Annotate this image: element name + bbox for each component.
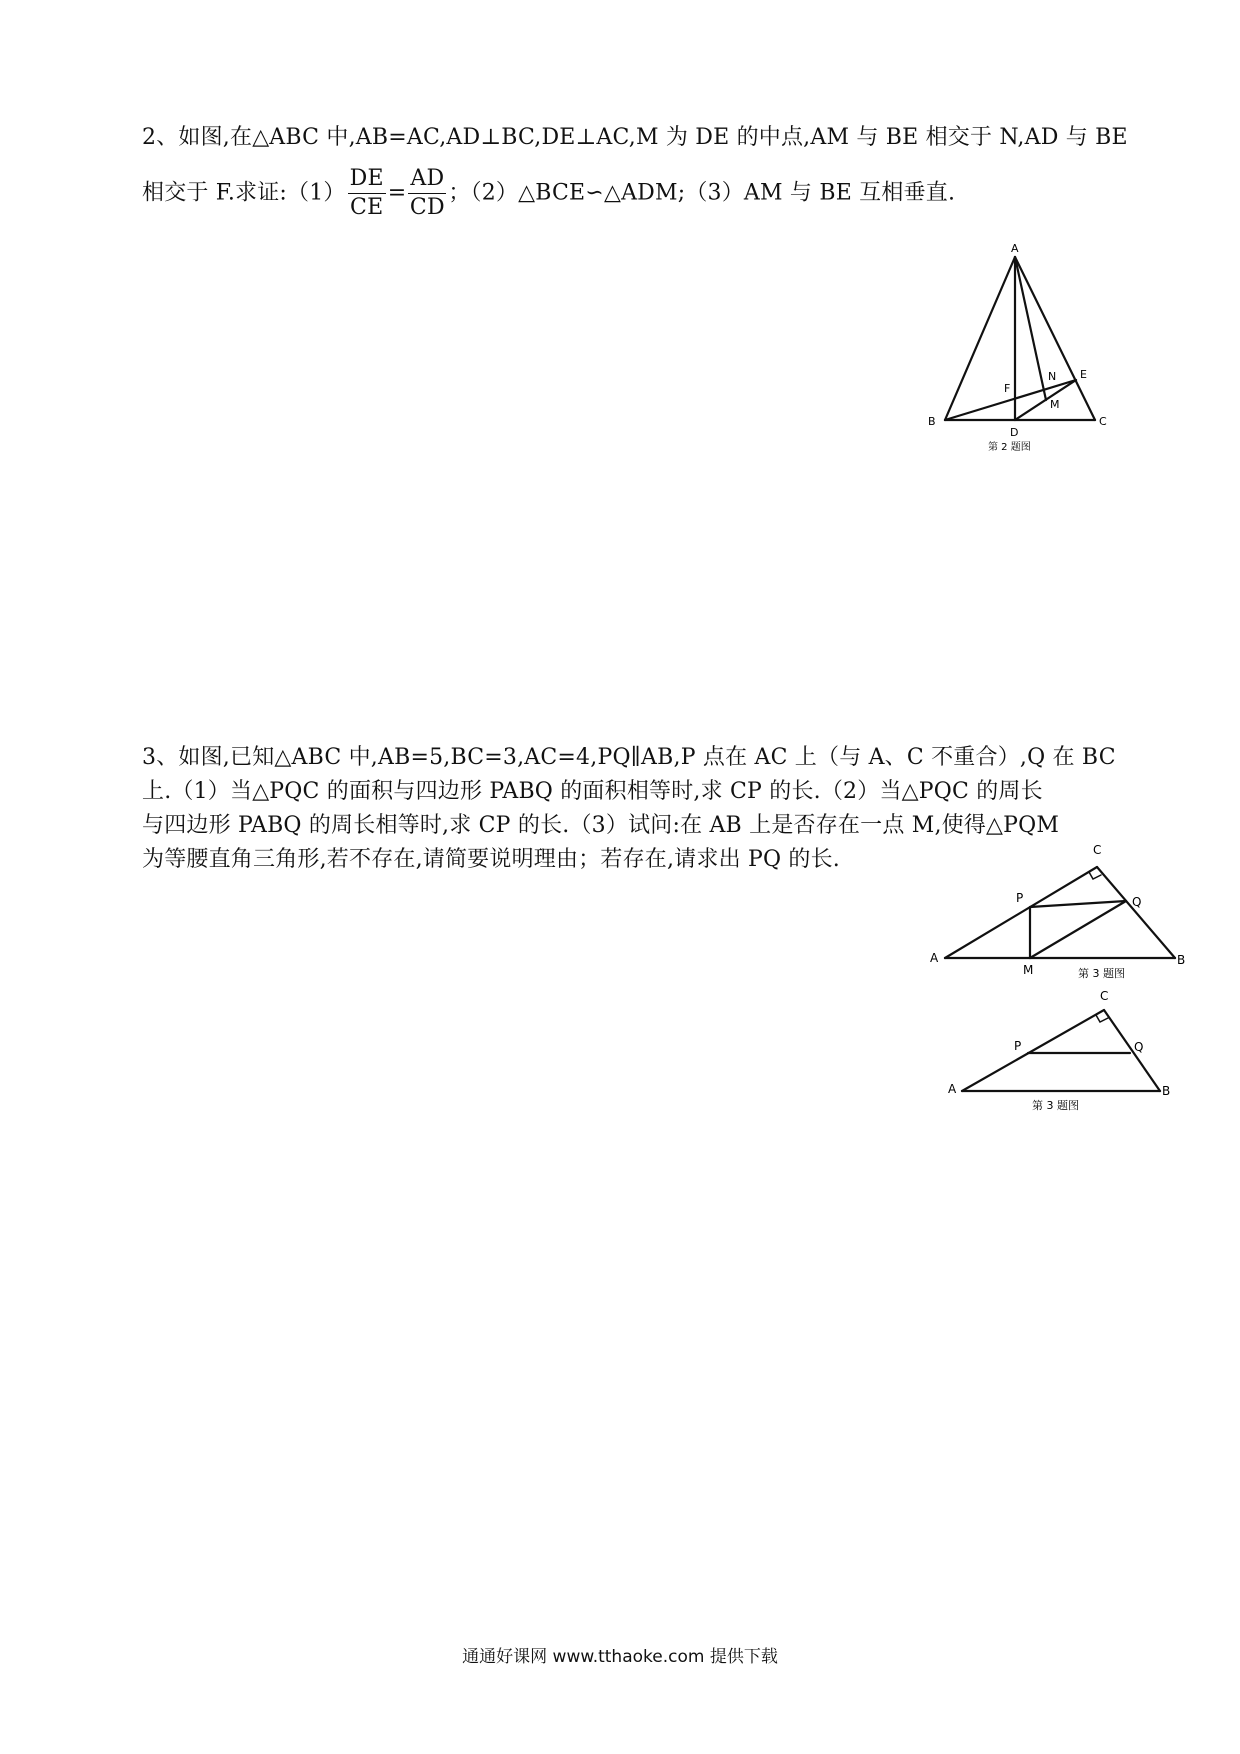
right-angle-mark: [1096, 1015, 1108, 1022]
figure-caption: 第 3 题图: [1032, 1099, 1079, 1112]
page-footer: 通通好课网 www.tthaoke.com 提供下载: [462, 1647, 778, 1667]
q2-line-2-suffix: ；（2）△BCE∽△ADM;（3）AM 与 BE 互相垂直.: [448, 180, 956, 206]
equals-sign: =: [387, 180, 407, 206]
segment-ac: [962, 1010, 1104, 1091]
point-label-c: C: [1100, 989, 1109, 1003]
point-label-b: B: [928, 415, 936, 428]
point-label-f: F: [1004, 382, 1011, 395]
point-label-d: D: [1010, 426, 1019, 439]
segment-cb: [1104, 1010, 1160, 1091]
q3-line-2: 上.（1）当△PQC 的面积与四边形 PABQ 的面积相等时,求 CP 的长.（2）当△PQC 的周长: [142, 779, 1043, 804]
q2-figure: [900, 240, 1140, 460]
point-label-c: C: [1093, 843, 1102, 857]
point-label-a: A: [948, 1082, 957, 1096]
point-label-p: P: [1016, 891, 1024, 905]
figure-caption: 第 2 题图: [988, 442, 1031, 453]
right-angle-mark: [1089, 872, 1101, 879]
point-label-b: B: [1177, 953, 1186, 967]
point-label-e: E: [1080, 368, 1087, 381]
fraction-numerator: AD: [408, 165, 446, 194]
segment-mq: [1030, 901, 1126, 958]
q3-figure-2: [940, 985, 1190, 1115]
point-label-q: Q: [1134, 1040, 1144, 1054]
point-label-q: Q: [1132, 895, 1142, 909]
fraction-ad-cd: [408, 165, 446, 222]
point-label-m: M: [1050, 398, 1060, 411]
segment-ac: [945, 867, 1097, 958]
q3-line-1: 3、如图,已知△ABC 中,AB=5,BC=3,AC=4,PQ∥AB,P 点在 AC 上（与 A、C 不重合）,Q 在 BC: [142, 745, 1116, 770]
q3-line-3: 与四边形 PABQ 的周长相等时,求 CP 的长.（3）试问:在 AB 上是否存在一点 M,使得△PQM: [142, 813, 1060, 838]
fraction-denominator: CE: [350, 195, 384, 220]
figure-caption: 第 3 题图: [1078, 967, 1125, 980]
point-label-a: A: [930, 951, 939, 965]
segment-pq: [1030, 901, 1126, 907]
segment-ab: [945, 257, 1015, 420]
q3-figure-1: [920, 840, 1190, 990]
q2-line-1: 2、如图,在△ABC 中,AB=AC,AD⊥BC,DE⊥AC,M 为 DE 的中点,AM 与 BE 相交于 N,AD 与 BE: [142, 125, 1128, 150]
point-label-a: A: [1011, 242, 1019, 255]
point-label-p: P: [1014, 1039, 1022, 1053]
point-label-n: N: [1048, 370, 1057, 383]
point-label-m: M: [1023, 963, 1034, 977]
q2-line-2: [142, 165, 955, 222]
point-label-b: B: [1162, 1084, 1171, 1098]
fraction-numerator: DE: [348, 165, 386, 194]
point-label-c: C: [1099, 415, 1107, 428]
q2-line-2-prefix: 相交于 F.求证:（1）: [142, 180, 346, 206]
fraction-denominator: CD: [409, 195, 445, 220]
segment-am: [1015, 257, 1046, 400]
q3-line-4: 为等腰直角三角形,若不存在,请简要说明理由；若存在,请求出 PQ 的长.: [142, 847, 840, 872]
fraction-de-ce: [348, 165, 386, 222]
